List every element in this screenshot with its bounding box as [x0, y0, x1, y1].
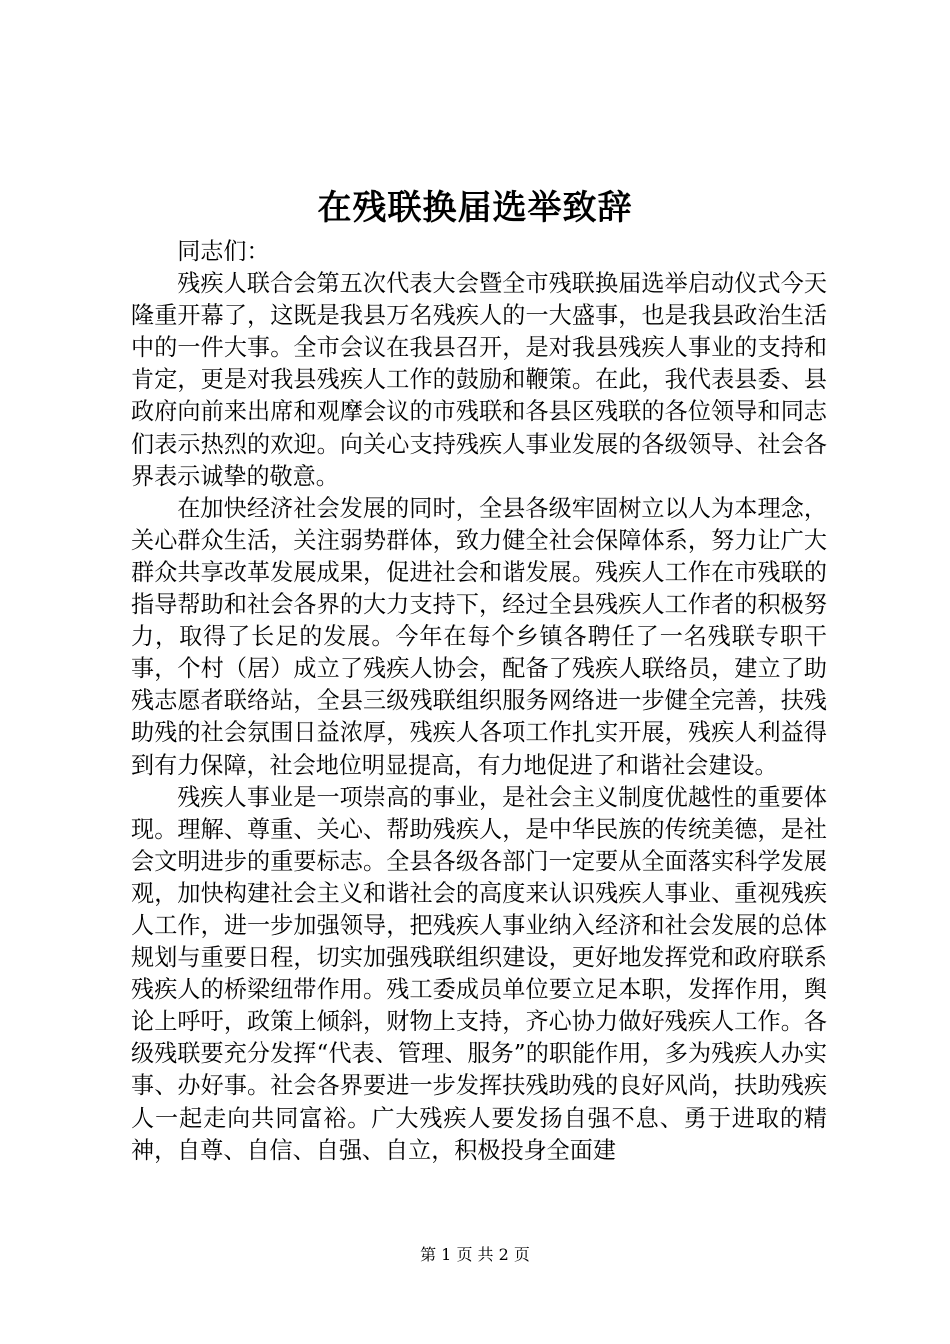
document-title: 在残联换届选举致辞 [317, 188, 633, 228]
page-footer: 第 1 页 共 2 页 [420, 1245, 530, 1264]
paragraph-2: 在加快经济社会发展的同时，全县各级牢固树立以人为本理念，关心群众生活，关注弱势群体，致力健全社会保障体系，努力让广大群众共享改革发展成果，促进社会和谐发展。残疾人工作在市残联的指导帮助和社会各界的大力支持下，经过全县残疾人工作者的积极努力，取得了长足的发展。今年在每个乡镇各聘任了一名残联专职干事，个村（居）成立了残疾人协会，配备了残疾人联络员，建立了助残志愿者联络站，全县三级残联组织服务网络进一步健全完善，扶残助残的社会氛围日益浓厚，残疾人各项工作扎实开展，残疾人利益得到有力保障，社会地位明显提高，有力地促进了和谐社会建设。 [131, 495, 827, 779]
greeting-line: 同志们： [177, 239, 270, 265]
paragraph-1: 残疾人联合会第五次代表大会暨全市残联换届选举启动仪式今天隆重开幕了，这既是我县万名残疾人的一大盛事，也是我县政治生活中的一件大事。全市会议在我县召开，是对我县残疾人事业的支持和肯定，更是对我县残疾人工作的鼓励和鞭策。在此，我代表县委、县政府向前来出席和观摩会议的市残联和各县区残联的各位领导和同志们表示热烈的欢迎。向关心支持残疾人事业发展的各级领导、社会各界表示诚挚的敬意。 [131, 271, 827, 490]
document-body [131, 236, 827, 1167]
paragraph-3: 残疾人事业是一项崇高的事业，是社会主义制度优越性的重要体现。理解、尊重、关心、帮助残疾人，是中华民族的传统美德，是社会文明进步的重要标志。全县各级各部门一定要从全面落实科学发展观，加快构建社会主义和谐社会的高度来认识残疾人事业、重视残疾人工作，进一步加强领导，把残疾人事业纳入经济和社会发展的总体规划与重要日程，切实加强残联组织建设，更好地发挥党和政府联系残疾人的桥梁纽带作用。残工委成员单位要立足本职，发挥作用，舆论上呼吁，政策上倾斜，财物上支持，齐心协力做好残疾人工作。各级残联要充分发挥“代表、管理、服务”的职能作用，多为残疾人办实事、办好事。社会各界要进一步发挥扶残助残的良好风尚，扶助残疾人一起走向共同富裕。广大残疾人要发扬自强不息、勇于进取的精神，自尊、自信、自强、自立，积极投身全面建 [131, 784, 827, 1164]
